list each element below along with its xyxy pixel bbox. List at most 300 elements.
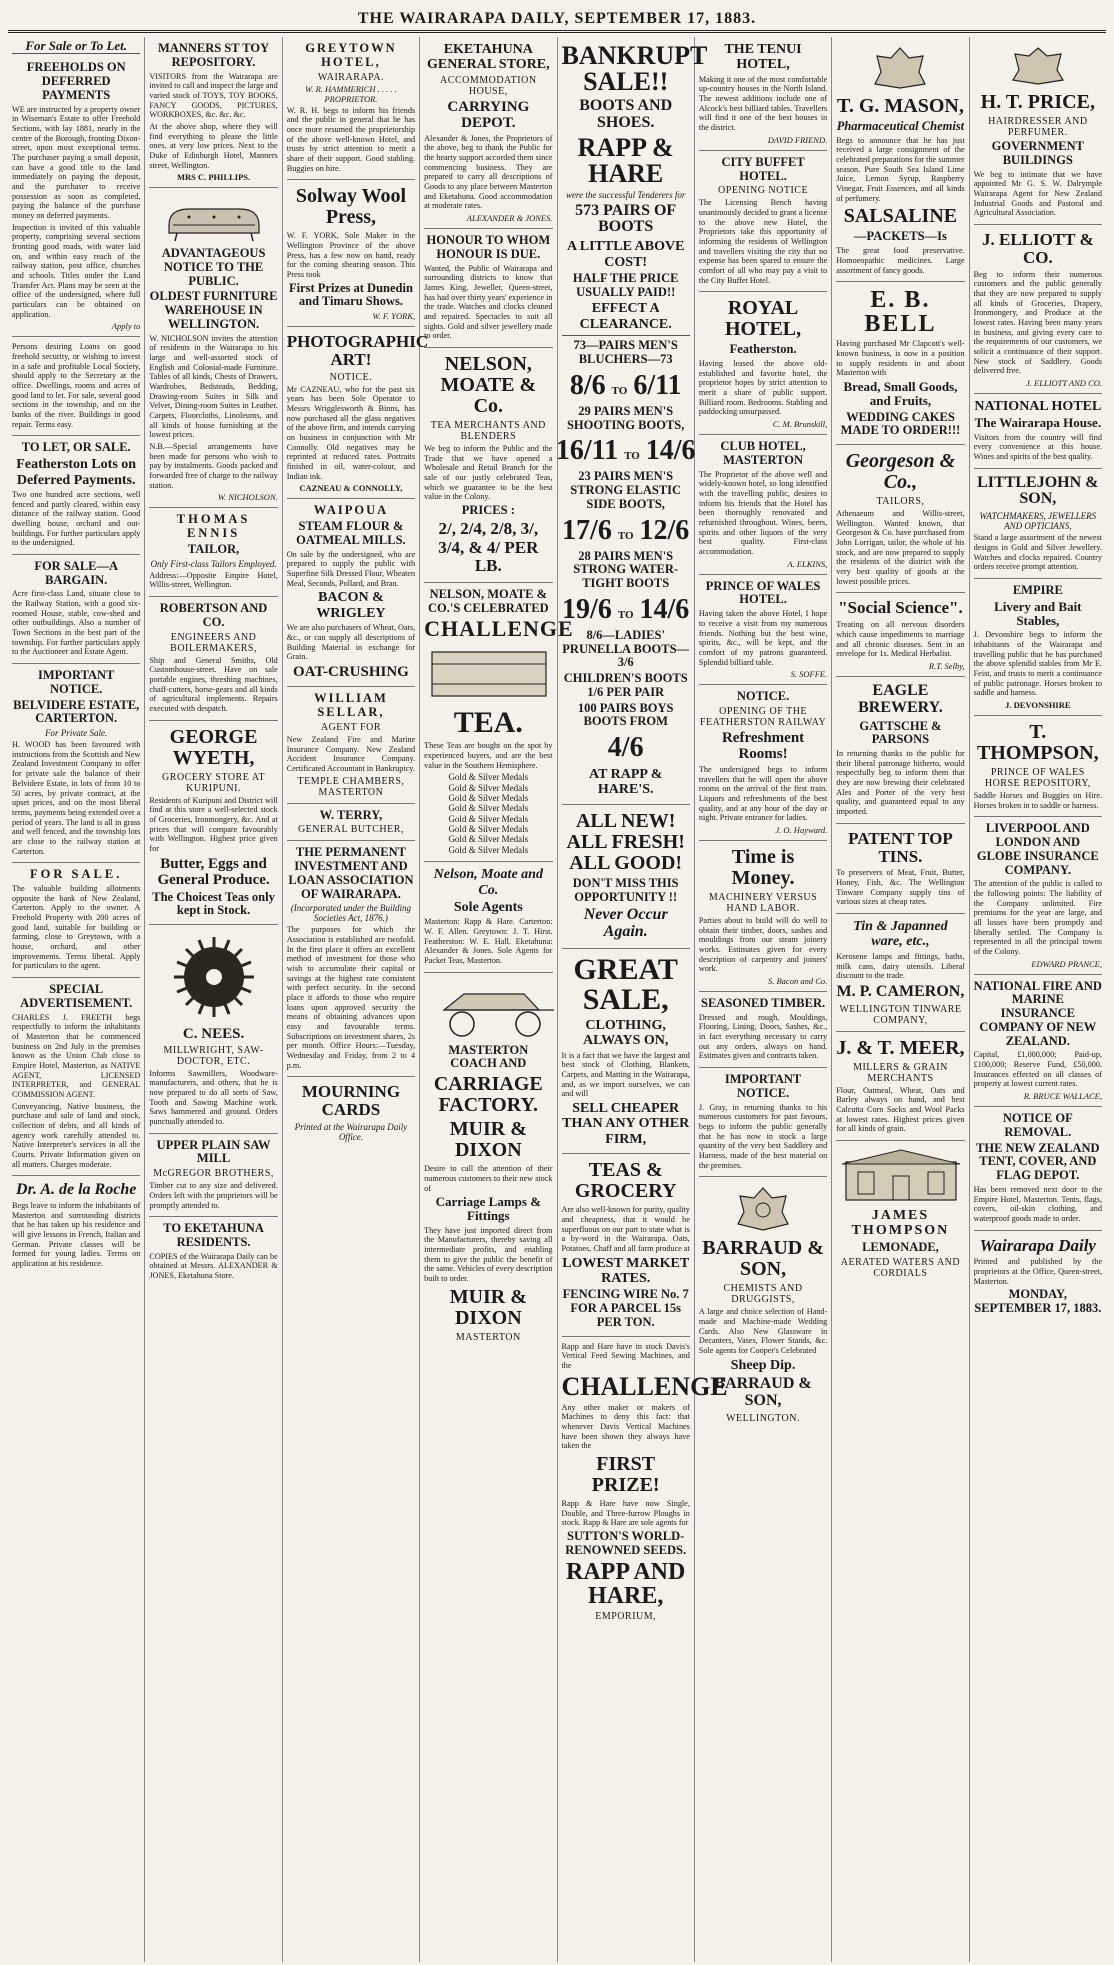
ad-subtitle: (Incorporated under the Building Societies Act, 1876.) <box>290 903 412 924</box>
ad-pairs: 573 PAIRS OF BOOTS <box>575 201 677 236</box>
ad-heading: Time is Money. <box>731 846 795 889</box>
ad-heading: CLUB HOTEL, MASTERTON <box>720 439 806 467</box>
ad-body-filler: Beg to inform their numerous customers and the public generally that they are now prepared to supply all kinds of Groceries, Drapery, Ironmongery, and Produce at the lowest rates. Having been many years in business, and giving every care to the requirements of our customers, we solicit a continuance of their support. New stock of Saddlery. Goods delivered free. <box>973 269 1102 376</box>
ad-signature: W. F. YORK, <box>372 311 416 322</box>
ad-at: AT RAPP & HARE'S. <box>589 767 663 798</box>
royal-crest-illustration <box>865 44 935 92</box>
ad-subtitle: TAILORS, <box>876 496 925 507</box>
ad-social-science <box>836 593 964 677</box>
column-4 <box>420 37 574 1962</box>
ad-heading: MASTERTON COACH AND <box>448 1042 529 1071</box>
ad-signature: R.T. Selby, <box>928 660 965 671</box>
ad-seasoned-timber <box>699 992 827 1068</box>
ad-subtitle: Bread, Small Goods, and Fruits, <box>843 378 958 409</box>
ad-heading: LITTLEJOHN & SON, <box>977 473 1099 508</box>
ad-heading: PRINCE OF WALES HOTEL. <box>705 578 821 607</box>
ad-signature: A. ELKINS, <box>787 558 828 569</box>
ad-body-filler: Timber cut to any size and delivered. Orders left with the proprietors will be promptly attended to. <box>149 1181 278 1210</box>
award-item: Gold & Silver Medals <box>448 824 529 835</box>
ad-heading: LIVERPOOL AND LONDON AND GLOBE INSURANCE COMPANY. <box>976 821 1099 877</box>
ad-heading: GEORGE WYETH, <box>169 725 258 769</box>
ad-body-filler: Parties about to build will do well to obtain their timber, doors, sashes and mouldings from our steam joinery works. Estimates given for every description of carpentry and joiners' work. <box>698 916 828 974</box>
ad-tea: TEA. <box>453 706 523 740</box>
ad-heading: IMPORTANT NOTICE. <box>724 1072 802 1100</box>
ad-first: FIRST PRIZE! <box>591 1452 660 1496</box>
ad-empire-stables <box>974 579 1102 716</box>
ad-body-filler: Conveyancing, Native business, the purchase and sale of land and stock, collection of debts, and all kinds of agency work carefully attended to. Native Interpreter's services in all the Courts. Private Information given on all matters. Charges moderate. <box>12 1101 141 1169</box>
ad-signature: W. R. HAMMERICH . . . . . PROPRIETOR. <box>305 83 397 104</box>
ad-heading: MOURNING CARDS <box>301 1082 401 1120</box>
ad-title: Butter, Eggs and General Produce. <box>157 855 270 889</box>
ad-heading: NOTICE. <box>736 689 790 704</box>
ad-heading: TAILOR, <box>187 541 240 556</box>
ad-title: Refreshment Rooms! <box>721 729 805 763</box>
ad-signature: EDWARD PRANCE, <box>1031 958 1102 969</box>
ad-title: CARRIAGE FACTORY. <box>433 1073 543 1117</box>
ad-signature: W. NICHOLSON. <box>217 492 278 503</box>
award-item: Gold & Silver Medals <box>448 793 529 804</box>
ad-heading: Georgeson & Co., <box>845 450 956 493</box>
ad-body-filler: It is a fact that we have the largest and best stock of Clothing, Blankets, Carpets, and Matting in the Wairarapa, and, as we import ourselves, we can and will <box>561 1050 690 1099</box>
ad-subtitle: GENERAL BUTCHER, <box>297 824 404 836</box>
ad-signature: J. DEVONSHIRE <box>1005 699 1071 710</box>
ad-subtitle: TEA MERCHANTS AND BLENDERS <box>430 420 546 443</box>
ad-flour-mills <box>287 499 415 687</box>
saw-blade-illustration <box>169 932 259 1022</box>
ad-body-filler: Flour, Oatmeal, Wheat, Oats and Barley always on hand, and best Calcutta Corn Sacks and Wool Packs at lowest rates. Highest prices given for all kinds of grain. <box>836 1085 965 1134</box>
ad-challenge-machines <box>561 1337 728 1628</box>
ad-butcher <box>287 804 415 842</box>
price-from: 17/6 <box>562 514 612 546</box>
ad-heading: FOR SALE—A BARGAIN. <box>34 558 119 587</box>
ad-body-filler: We beg to inform the Public and the Trade that we have opened a Wholesale and Retail Branch for the sale of our justly celebrated Teas, which we guarantee to be the best value in the Colony. <box>424 444 553 502</box>
ad-subtitle: CLOTHING, ALWAYS ON, <box>583 1017 669 1049</box>
ad-body-filler: A large and choice selection of Hand-made and Machine-made Wedding Cards. Also New Glassware in Decanters, Vases, Flower Stands, &c. Sole agents for Cooper's Celebrated <box>698 1307 828 1356</box>
ad-for-sale <box>12 863 140 978</box>
ad-body-filler: W. NICHOLSON invites the attention of residents in the Wairarapa to his large and well-assorted stock of English and Colonial-made Furniture. Tables of all kinds, Chests of Drawers, Wardrobes, Bedsteads, Bedding, Drawing-room Suites in Silk and Velvet, Dining-room Suites in Leather. Carpets, Floorcloths, Linoleums, and all kinds of house furnishing at the lowest prices. <box>149 333 278 440</box>
ad-heading: TO EKETAHUNA RESIDENTS. <box>163 1221 264 1249</box>
ad-heading: BANKRUPT SALE!! <box>561 41 708 96</box>
ad-heading: EKETAHUNA GENERAL STORE, <box>426 42 550 73</box>
ad-saw-mill <box>149 1134 277 1218</box>
ad-heading: Dr. A. de la Roche <box>16 1181 137 1199</box>
ad-title: CARRYING DEPOT. <box>447 98 530 132</box>
ad-title: SALSALINE <box>843 205 958 228</box>
ad-boys: 100 PAIRS BOYS BOOTS FROM <box>577 700 674 729</box>
ad-signature: S. SOFFE. <box>790 669 828 680</box>
ad-eketahuna <box>149 1217 277 1287</box>
ad-body-filler: We beg to intimate that we have appointed Mr G. S. W. Dalrymple Wairarapa Agent for New Zealand Industrial Goods and Pastoral and Agricultural Association. <box>973 169 1102 218</box>
ad-heading: SPECIAL ADVERTISEMENT. <box>20 982 133 1010</box>
ad-liverpool-london <box>974 817 1102 974</box>
ad-body-filler: Ship and General Smiths, Old Customhouse-street. Have on sale portable engines, threshing machines, chaff-cutters, horse-gears and all kinds of agricultural implements. Repairs executed with despatch. <box>149 655 278 713</box>
ad-body-filler: Inspection is invited of this valuable property, comprising several sections fronting good roads, with water laid on, and within easy reach of the railway station, post office, churches and schools. Titles under the Land Transfer Act. Plans may be seen at the office of the undersigned, where full particulars can be obtained on application. <box>12 222 141 319</box>
ad-title: BELVIDERE ESTATE, CARTERTON. <box>13 697 140 726</box>
ad-heading: J. & T. MEER, <box>836 1036 965 1059</box>
ad-shop: Sheep Dip. <box>730 1357 796 1373</box>
ad-cost: A LITTLE ABOVE COST! <box>566 239 685 270</box>
column-2 <box>145 37 282 1962</box>
ad-freeholds <box>12 56 140 337</box>
ad-place: WELLINGTON TINWARE COMPANY, <box>839 1003 962 1026</box>
ad-subtitle: Printed at the Wairarapa Daily Office. <box>294 1122 408 1143</box>
ad-subtitle: Pharmaceutical Chemist <box>836 119 965 133</box>
ad-meer <box>836 1032 964 1141</box>
ad-belvidere <box>12 664 140 863</box>
ad-photographic <box>286 327 429 499</box>
ad-thompson <box>836 1141 964 1284</box>
ad-teas-grocery <box>562 1154 690 1336</box>
ad-packets: —PACKETS—Is <box>854 229 947 244</box>
ad-royal-hotel <box>699 292 827 435</box>
ad-subtitle: Livery and Bait Stables, <box>994 598 1082 628</box>
ad-name: JAMES THOMPSON <box>851 1208 950 1239</box>
ad-body-filler: Having taken the above Hotel, I hope to receive a visit from my numerous friends. Nothing but the best wine, spirits, &c., will be kept, and the comfort of my patrons guaranteed. Splendid billiard table. <box>698 609 828 667</box>
ad-subtitle: WAIRARAPA. <box>317 71 384 83</box>
ad-heading: NOTICE OF REMOVAL. <box>1002 1111 1073 1139</box>
ad-top-tins <box>836 824 964 914</box>
ad-body-filler: N.B.—Special arrangements have been made for persons who wish to pay by instalments. Goods packed and forwarded free of charge to the railway station. <box>149 442 278 490</box>
ad-t-thompson <box>974 716 1102 817</box>
ad-signature: DAVID FRIEND. <box>767 134 828 145</box>
column-3 <box>283 37 429 1962</box>
ad-body-filler: The Proprietor of the above well and widely-known hotel, so long identified with the travelling public, desires to inform his friends that the Hotel has been thoroughly renovated and refurnished throughout. Wines, beers, spirits and other liquors of the very best quality. First-class accommodation. <box>698 469 828 557</box>
ad-signature: CAZNEAU & CONNOLLY, <box>299 483 403 494</box>
column-1 <box>8 37 145 1962</box>
ad-signature: Apply to <box>111 321 141 332</box>
ad-challenge-tea <box>424 583 574 862</box>
price-to: 14/6 <box>639 593 690 625</box>
ad-body-filler: Acre first-class Land, situate close to the Railway Station, with a good six-roomed House, stable, cow-shed and other outbuildings. Also a number of Town Sections in the best part of the township. For further particulars apply to the Auctioneer and Estate Agent. <box>12 589 141 657</box>
ad-tailor <box>149 508 277 597</box>
ad-heading: E. B. BELL <box>864 287 937 338</box>
ad-subtitle: MACHINERY VERSUS HAND LABOR. <box>708 892 818 914</box>
ad-body-filler: These Teas are bought on the spot by experienced buyers, and are the best value in the Southern Hemisphere. <box>424 741 553 770</box>
price-from: 16/11 <box>555 435 619 467</box>
ad-body-filler: The valuable building allotments opposite the bank of New Zealand, Carterton. Apply to the owner. A Freehold Property with 200 acres of good land, suitable for building or farming, close to Greytown, with a house, orchard, and other improvements. Terms liberal. Apply for particulars to the agent. <box>12 883 141 971</box>
price-from: 19/6 <box>562 593 612 625</box>
ad-fencing: FENCING WIRE No. 7 FOR A PARCEL 15s PER TON. <box>562 1287 689 1329</box>
ad-subtitle: Featherston. <box>729 342 797 357</box>
ad-body-filler: Residents of Kuripuni and District will find at this store a well-selected stock of Groceries, Ironmongery, &c. And at prices that will compare favourably with Wellington. Highest price given for <box>149 795 278 853</box>
ad-heading: W. TERRY, <box>319 807 383 822</box>
ad-subtitle: ENGINEERS AND BOILERMAKERS, <box>170 631 257 654</box>
ad-george-wyeth <box>149 721 277 926</box>
ad-loans <box>12 337 140 436</box>
ad-investment <box>287 841 415 1077</box>
ad-subtitle: MILLERS & GRAIN MERCHANTS <box>853 1061 948 1084</box>
ad-body-filler: Dressed and rough, Mouldings, Flooring, Lining, Doors, Sashes, &c., in fact everything necessary to carry out any orders, always on hand. Estimates given and contracts taken. <box>698 1012 828 1061</box>
ad-body-filler: The great food preservative. Homoeopathic medicines. Large assortment of fancy goods. <box>836 246 965 275</box>
column-8 <box>970 37 1106 1962</box>
ad-heading: CHALLENGE <box>561 1371 728 1401</box>
ad-ladies: 8/6—LADIES' PRUNELLA BOOTS—3/6 <box>562 627 690 670</box>
ad-subtitle: The Wairarapa House. <box>974 415 1102 431</box>
ad-date: MONDAY, SEPTEMBER 17, 1883. <box>974 1287 1102 1316</box>
ad-signature: RAPP AND HARE, <box>566 1559 686 1610</box>
award-item: Gold & Silver Medals <box>448 834 529 845</box>
ad-heading: NELSON, MOATE & CO.'S CELEBRATED <box>427 586 549 615</box>
ad-miss: DON'T MISS THIS OPPORTUNITY !! <box>572 875 679 904</box>
ad-body-filler: In returning thanks to the public for their liberal patronage hitherto, would respectfully beg to inform them that they are now brewing their celebrated Ales and Porter of the very best quality, and guaranteed equal to any imported. <box>836 749 965 817</box>
ad-engineers <box>149 597 277 721</box>
ad-place: WELLINGTON. <box>726 1412 801 1424</box>
ad-william-sellar <box>287 687 415 803</box>
ad-wedding: WEDDING CAKES MADE TO ORDER!!! <box>840 409 961 438</box>
awards-list <box>424 772 552 855</box>
ad-city-buffet <box>699 151 827 293</box>
ad-body-filler: Are also well-known for purity, quality and cheapness, that it would be superfluous on our part to state what is a by-word in the Wairarapa. Oats, Potatoes, Chaff and all farm produce at <box>561 1205 690 1253</box>
ad-heading: NATIONAL FIRE AND MARINE INSURANCE COMPANY OF NEW ZEALAND. <box>973 978 1102 1048</box>
ad-body-filler: Making it one of the most comfortable up-country houses in the North Island. The newest additions include one of Alcock's best billiard tables. Travellers will find it one of the best houses in the district. <box>698 74 828 133</box>
ad-price <box>974 37 1102 225</box>
ad-heading: ROYAL HOTEL, <box>724 297 802 341</box>
royal-crest-illustration <box>1003 44 1073 88</box>
ad-title: OLDEST FURNITURE WAREHOUSE IN WELLINGTON. <box>149 289 278 331</box>
ad-great-sale <box>562 949 690 1154</box>
ad-body-filler: At the above shop, where they will find everything to please the little ones, at very low prices. Next to the Duke of Edinburgh Hotel, Manners street, Wellington. <box>149 121 278 170</box>
ad-tinware <box>836 914 964 1032</box>
ad-subtitle: MILLWRIGHT, SAW-DOCTOR, ETC. <box>163 1044 264 1067</box>
ad-subtitle: AGENT FOR <box>320 721 382 733</box>
ad-bankrupt-sale <box>555 37 708 805</box>
price-item: 17/6 TO 12/6 <box>562 514 690 546</box>
price-item-label: 29 PAIRS MEN'S SHOOTING BOOTS, <box>566 403 685 432</box>
ad-body-filler: Printed and published by the proprietors at the Office, Queen-street, Masterton. <box>973 1257 1102 1286</box>
ad-important-notice <box>699 1068 827 1177</box>
ad-heading: THE TENUI HOTEL, <box>724 42 802 73</box>
award-item: Gold & Silver Medals <box>448 772 529 783</box>
ad-subtitle: GATTSCHE & PARSONS <box>859 718 942 747</box>
ad-body-filler: W. F. YORK, Sole Maker in the Wellington Province of the above Press, has a few now on hand, ready for the coming shearing season. This Press took <box>286 231 416 279</box>
ad-heading: ROBERTSON AND CO. <box>159 601 268 629</box>
price-item: 16/11 TO 14/6 <box>555 435 696 467</box>
ad-cheap: SELL CHEAPER THAN ANY OTHER FIRM, <box>562 1101 690 1147</box>
ad-imprint <box>974 1231 1102 1322</box>
ad-body-filler: Has been removed next door to the Empire Hotel, Masterton. Tents, flags, covers, oil-skin clothing, and waterproof goods made to order. <box>973 1184 1102 1223</box>
ad-clearance: EFFECT A CLEARANCE. <box>579 301 672 332</box>
ad-signature: ALEXANDER & JONES. <box>466 213 553 224</box>
ad-subtitle: OPENING OF THE FEATHERSTON RAILWAY <box>699 705 827 728</box>
ad-place: EMPORIUM, <box>595 1611 657 1623</box>
ad-name: C. NEES. <box>182 1026 245 1043</box>
award-item: Gold & Silver Medals <box>448 813 529 824</box>
ad-signature: S. Bacon and Co. <box>767 976 828 987</box>
ad-heading: GREAT SALE, <box>573 952 678 1016</box>
ad-signature: MRS C. PHILLIPS. <box>176 172 251 183</box>
ad-body-filler: The purposes for which the Association is established are twofold. In the first place it offers an excellent method of investment for those who wish to accumulate their capital or savings at the highest rate consistent with perfect security. In the second place it affords to those who require loans upon approved security the means of obtaining advances upon easy and favourable terms. Subscriptions on investment shares, 2s per month. Office Hours:—Tuesday, Wednesday and Friday, from 2 to 4 p.m. <box>286 925 416 1070</box>
ad-body-filler: Having purchased Mr Clapcott's well-known business, is now in a position to supply residents in and about Masterton with <box>836 339 965 378</box>
ad-heading: GREYTOWN HOTEL, <box>305 41 397 69</box>
ad-signature: MUIR & DIXON <box>449 1285 527 1329</box>
ad-wool-press <box>287 180 415 327</box>
ad-mourning-cards <box>287 1077 415 1147</box>
ad-body: WE are instructed by a property owner in Wiseman's Estate to offer Freehold Sections, with lay 1881, nearly in the centre of the Borough, fronting Dixon-street, upon most exceptional terms. The purchaser paying a small deposit, can have a good title to the land immediately on paying the deposit, and the purchaser to receive possession as soon as completed, paying the balance of the purchase money on deferred payments. <box>12 104 141 220</box>
ad-body-filler: On sale by the undersigned, who are prepared to supply the public with Superfine Silk Dressed Flour, Wheaten Meal, Seconds, Pollard, and Bran. <box>286 549 416 588</box>
ad-body-filler: Persons desiring Loans on good freehold security, or wishing to invest in a safe and profitable Local Society, should apply to the Secretary at the office. Dwellings, rooms and acres of good land to let. For sale, several good sections in the township, and on the banks of the river. Buildings in good repair. Terms easy. <box>12 342 141 429</box>
ad-subtitle: PRINCE OF WALES HORSE REPOSITORY, <box>984 766 1091 789</box>
ad-body: were the successful Tenderers for <box>565 189 686 200</box>
column-5 <box>555 37 728 1962</box>
award-item: Gold & Silver Medals <box>448 782 529 793</box>
ad-body-filler: H. WOOD has been favoured with instructions from the Scottish and New Zealand Investment Company to offer for private sale the balance of their Belvidere Estate, in lots of from 10 to 50 acres, by private contract, at the upset prices, and on the most liberal terms, payments being extended over a period of years. The land is all in grass and well fenced, and the township lots are close to the railway station at Carterton. <box>12 740 141 856</box>
price-from: 8/6 <box>569 369 606 401</box>
ad-title: STEAM FLOUR & OATMEAL MILLS. <box>296 519 406 547</box>
ad-heading: IMPORTANT NOTICE. <box>37 668 115 696</box>
ad-body-filler: Athenaeum and Willis-street, Wellington. Wanted known, that Georgeson & Co. have purchased from John Lorrigan, tailor, the whole of his stock, and are now prepared to supply the residents of the district with the very best quality of goods at the lowest possible prices. <box>836 509 965 586</box>
ad-national-fire <box>974 975 1102 1107</box>
ad-prices-label: PRICES : <box>461 503 515 518</box>
ad-heading: H. T. PRICE, <box>980 91 1095 113</box>
ad-body-filler: Masterton: Rapp & Hare. Carterton: W. F. Allen. Greytown: J. T. Hirst. Featherston: W. E. Hall. Eketahuna: Alexander & Jones. Sole Agents for Packet Teas, Masterton. <box>424 917 553 965</box>
ad-body-filler: To preservers of Meat, Fruit, Butter, Honey, Fish, &c. The Wellington Tinware Company supply tins of various sizes at cheap rates. <box>836 868 965 907</box>
ad-subtitle: CHEMISTS AND DRUGGISTS, <box>723 1283 803 1306</box>
ad-name: RAPP & HARE <box>577 132 674 188</box>
ad-body-filler: Two one hundred acre sections, well fenced and partly cleared, within easy distance of the railway station. Good dwelling house, orchard and out-buildings. For further particulars apply to the undersigned. <box>12 489 141 548</box>
ad-subtitle: NOTICE. <box>329 371 373 383</box>
ad-name: M. P. CAMERON, <box>836 982 965 1000</box>
ad-body-filler: Wanted, the Public of Wairarapa and surrounding districts to know that James King, Jeweller, Queen-street, has had over thirty years' experience in the trade. Watches and clocks cleaned and repaired. Spectacles to suit all sights. Gold and silver jewellery made to order. <box>424 263 553 341</box>
ad-nelson-moate <box>424 348 552 583</box>
ad-body-filler: Kerosene lamps and fittings, baths, milk cans, dairy utensils. Liberal discount to the trade. <box>836 951 965 981</box>
ad-body-filler: Any other maker or makers of Machines to deny this fact: that whenever Davis Vertical Machines have been shown they always have taken the <box>561 1402 690 1451</box>
ad-heading: SEASONED TIMBER. <box>701 996 826 1011</box>
ad-subtitle: HAIRDRESSER AND PERFUMER. <box>988 116 1088 138</box>
ad-heading: TEAS & GROCERY <box>574 1159 677 1203</box>
ad-heading: UPPER PLAIN SAW MILL <box>156 1137 271 1166</box>
ad-body-filler: Address:—Opposite Empire Hotel, Willis-street, Wellington. <box>149 570 278 590</box>
ad-subtitle: Only First-class Tailors Employed. <box>150 558 277 569</box>
ad-heading: FREEHOLDS ON DEFERRED PAYMENTS <box>26 60 126 102</box>
columns <box>8 37 1106 1962</box>
ad-special <box>12 978 140 1176</box>
sofa-illustration <box>159 195 269 243</box>
award-item: Gold & Silver Medals <box>448 844 529 855</box>
ad-name: THOMAS ENNIS <box>176 512 251 541</box>
ad-title: Featherston Lots on Deferred Payments. <box>16 457 137 488</box>
ad-bargain <box>12 555 140 664</box>
price-to: 14/6 <box>645 435 696 467</box>
ad-mason <box>836 37 964 282</box>
ad-place: MASTERTON <box>455 1331 521 1343</box>
ad-signature: J. ELLIOTT AND CO. <box>1026 377 1102 388</box>
ad-heading: ADVANTAGEOUS NOTICE TO THE PUBLIC. <box>161 246 266 288</box>
ad-body-filler: Capital, £1,000,000; Paid-up, £100,000; Reserve Fund, £50,000. Insurances effected on all classes of property at lowest current rates. <box>973 1050 1102 1089</box>
ad-club-hotel <box>699 435 827 575</box>
ad-subtitle: WATCHMAKERS, JEWELLERS AND OPTICIANS, <box>979 511 1097 532</box>
ad-subtitle: For Private Sale. <box>45 728 108 739</box>
ad-heading: T. G. MASON, <box>837 95 964 117</box>
ad-body: VISITORS from the Wairarapa are invited to call and inspect the large and varied stock of TOYS, TOY BOOKS, FANCY GOODS, PICTURES, WORKBOXES, &c. &c. &c. <box>149 71 278 120</box>
newspaper-title: THE WAIRARAPA DAILY, SEPTEMBER 17, 1883. <box>357 10 757 27</box>
ad-signature: C. M. Brunskill, <box>772 419 828 430</box>
ad-heading: NELSON, MOATE & Co. <box>440 353 537 418</box>
ad-heading: CITY BUFFET HOTEL. <box>721 154 805 183</box>
ad-body-filler: J. Gray, in returning thanks to his numerous customers for past favours, begs to inform the public generally that he has now in stock a large quantity of the very best Saddlery and Harness, made of the best material on the premises. <box>698 1102 828 1170</box>
ad-body-filler: They have just imported direct from the Manufacturers, thereby saving all intermediate profits, and enabling them to give the public the benefit of the same. Vehicles of every description built to order. <box>424 1225 553 1284</box>
ad-signature: R. BRUCE WALLACE, <box>1023 1091 1102 1102</box>
ad-signature: J. O. Hayward. <box>775 825 828 835</box>
ad-heading: HONOUR TO WHOM HONOUR IS DUE. <box>426 233 551 261</box>
ad-title: GOVERNMENT BUILDINGS <box>991 139 1084 167</box>
ad-subtitle: OPENING NOTICE <box>718 185 809 197</box>
ad-body-filler: Alexander & Jones, the Proprietors of the above, beg to thank the Public for the hearty support accorded them since commencing business. They are prepared to carry all descriptions of Goods to any place between Masterton and Eketahuna. Good accommodation at moderate rates. <box>424 133 553 211</box>
ad-toy-repository <box>149 37 277 188</box>
ad-subtitle: Carriage Lamps & Fittings <box>435 1194 542 1224</box>
price-to: 6/11 <box>633 369 682 401</box>
ad-eketahuna-store <box>424 37 552 229</box>
ad-sole-agents <box>424 862 552 973</box>
ad-signature: BARRAUD & SON, <box>714 1375 812 1409</box>
ad-heading: WILLIAM SELLAR, <box>314 691 388 720</box>
ad-title: TEMPLE CHAMBERS, MASTERTON <box>297 775 405 798</box>
ad-boys-price: 4/6 <box>607 732 644 763</box>
ad-title: CHALLENGE <box>424 616 574 642</box>
royal-crest-illustration <box>728 1184 798 1234</box>
ad-furniture <box>149 188 277 508</box>
ad-heading: J. ELLIOTT & CO. <box>981 229 1094 267</box>
ad-greytown-hotel <box>287 37 415 180</box>
ad-body-filler: Stand a large assortment of the newest designs in Gold and Silver Jewellery. Watches and clocks repaired. Country orders receive prompt attention. <box>973 533 1102 572</box>
ad-body-filler: Treating on all nervous disorders which cause impediments to marriage and all chronic diseases. Sent in an envelope for 1s. Medical Herbalist. <box>836 620 965 659</box>
ad-heading: T. THOMPSON, <box>976 720 1099 764</box>
ad-body-filler: New Zealand Fire and Marine Insurance Company. New Zealand Accident Insurance Company. Certificated Accountant in Bankruptcy. <box>286 734 416 773</box>
ad-heading: EAGLE BREWERY. <box>858 681 943 716</box>
award-item: Gold & Silver Medals <box>448 803 529 814</box>
ad-body: CHARLES J. FREETH begs respectfully to inform the inhabitants of Masterton that he commenced business on 2nd July in the premises known as the Union Club close to Empire Hotel, Masterton, as NATIVE AGENT, LICENSED INTERPRETER, and GENERAL COMMISSION AGENT. <box>12 1012 141 1099</box>
ad-heading: BARRAUD & SON, <box>702 1237 824 1281</box>
ad-de-la-roche <box>12 1176 140 1274</box>
ad-heading: PHOTOGRAPHIC ART! <box>286 332 429 369</box>
ad-national-hotel <box>974 394 1102 469</box>
tea-chest-illustration <box>424 644 554 704</box>
ad-oat-crushing: OAT-CRUSHING <box>293 663 409 680</box>
ad-heading: NATIONAL HOTEL <box>974 398 1102 414</box>
ad-subtitle: BOOTS AND SHOES. <box>579 97 673 131</box>
price-item-label: 73—PAIRS MEN'S BLUCHERS—73 <box>573 338 678 366</box>
ad-heading: "Social Science". <box>838 598 963 618</box>
ad-low: LOWEST MARKET RATES. <box>562 1255 690 1286</box>
ad-name: MUIR & DIXON <box>449 1118 527 1162</box>
price-item-label: 28 PAIRS MEN'S STRONG WATER-TIGHT BOOTS <box>573 548 679 590</box>
ad-title: AERATED WATERS AND CORDIALS <box>840 1256 961 1279</box>
section-heading: For Sale or To Let. <box>12 39 140 54</box>
ad-heading: THE PERMANENT INVESTMENT AND LOAN ASSOCIATION OF WAIRARAPA. <box>288 845 414 901</box>
ad-body-filler: Having leased the above old-established and favorite hotel, the proprietor hopes by strict attention to merit a share of public support. Billiard room. Bedrooms. Stabling and paddocking unsurpassed. <box>698 359 828 417</box>
ad-heading: ALL NEW! ALL FRESH! ALL GOOD! <box>566 809 685 874</box>
ad-body-filler: Visitors from the country will find every convenience at this house. Wines and spirits of the best quality. <box>973 432 1102 461</box>
ad-elliott <box>974 225 1102 394</box>
ad-body-filler: Rapp & Hare have now Single, Double, and Three-furrow Ploughs in stock. Rapp & Hare are sole agents for <box>561 1498 690 1528</box>
ad-removal <box>974 1107 1102 1230</box>
ad-children: CHILDREN'S BOOTS 1/6 PER PAIR <box>563 671 688 699</box>
ad-refreshment-rooms <box>699 685 827 841</box>
ad-subtitle: First Prizes at Dunedin and Timaru Shows. <box>288 280 413 309</box>
masthead <box>8 4 1106 33</box>
ad-body-filler: Begs to announce that he has just received a large consignment of the celebrated preparations for the summer season. Pure South Sea Island Lime Juice, Lemon Syrup, Raspberry Vinegar, Fruit Essences, and all kinds of perfumery. <box>836 135 965 203</box>
ad-price-list: 2/, 2/4, 2/8, 3/, 3/4, & 4/ PER LB. <box>438 518 539 576</box>
ad-body-filler: Mr CAZNEAU, who for the past six years has been Sole Operator to Messrs Wrigglesworth & Binns, has now purchased all the glass negatives of the above firm, and intends carrying on business in conjunction with Mr Connolly. Old negatives may be reprinted at reduced rates. Portraits finished in oil, water-colour, and Indian ink. <box>286 384 416 481</box>
ad-never: Never Occur Again. <box>583 906 668 941</box>
ad-heading: Solway Wool Press, <box>295 185 407 229</box>
price-item: 8/6 TO 6/11 <box>569 369 682 401</box>
ad-heading: Wairarapa Daily <box>979 1235 1096 1255</box>
ad-subtitle: Sole Agents <box>453 899 523 915</box>
ad-heading: MANNERS ST TOY REPOSITORY. <box>157 41 270 69</box>
ad-subtitle: ACCOMMODATION HOUSE, <box>440 74 537 97</box>
ad-body-filler: Desire to call the attention of their numerous customers to their new stock of <box>424 1164 553 1193</box>
carriage-illustration <box>424 980 564 1040</box>
